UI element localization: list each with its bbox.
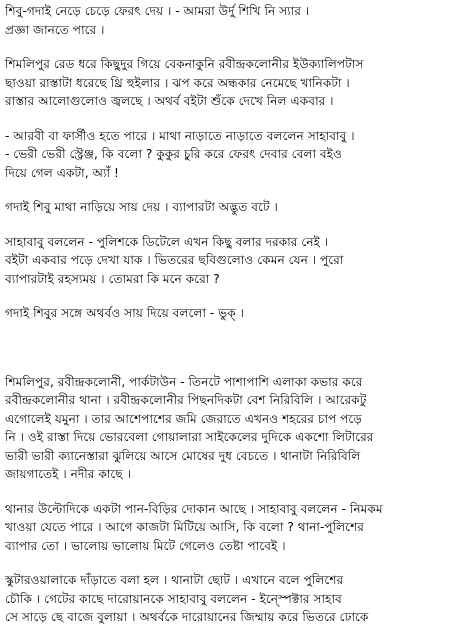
paragraph-gap [5, 555, 451, 571]
paragraph-8 [5, 500, 451, 556]
text-line: ছাওয়া রাস্তাটা ধরেছে থ্রি হুইলার । ঝপ করে অন্ধকার নেমেছে খানিকটা । [5, 75, 350, 90]
paragraph-gap [5, 288, 451, 304]
text-line: - আরবী বা ফার্সীও হতে পারে । মাথা নাড়াতে নাড়াতে বললেন সাহাবাবু । [5, 128, 355, 143]
section-break [5, 323, 451, 373]
paragraph-gap [5, 182, 451, 198]
text-line: শিমলিপুর, রবীন্দ্রকলোনী, পার্কটাউন - তিনটে পাশাপাশি এলাকা কভার করে [5, 374, 363, 389]
text-line: - ভেরী ভেরী স্ট্রেঞ্জ, কি বলো ? কুকুর চুরি করে ফেরৎ দেবার বেলা বইও [5, 147, 342, 161]
text-line: গদাই শিবুর সঙ্গে অথর্বও সায় দিয়ে বললো - ভুক্ । [5, 306, 245, 320]
text-line: সে সাড়ে ছে বাজে বুলায়া । অথর্বকে দারোয়ানের জিম্মায় করে ভিতরে ঢোকে [5, 610, 369, 624]
text-line: স্কুটারওয়ালাকে দাঁড়াতে বলা হল । থানাটা ছোট । এখানে বলে পুলিশের [5, 573, 344, 587]
text-line: বইটা একবার পড়ে দেখা যাক । ভিতরের ছবিগুলোও কেমন যেন । পুরো [5, 253, 344, 267]
paragraph-1 [5, 2, 451, 39]
text-line: চৌকি । গেটের কাছে দারোয়ানকে সাহাবাবু বললেন - ইন্স্পেক্টার সাহাব [5, 591, 342, 606]
paragraph-3 [5, 127, 451, 183]
paragraph-5 [5, 233, 451, 289]
text-line: দিয়ে গেল একটা, অ্যাঁ ! [5, 165, 119, 180]
text-line: ভারী ভারী ক্যানেস্তারা ঝুলিয়ে আসে মোষের দুধ বেচতে । থানাটা নিরিবিলি [5, 448, 361, 463]
text-line: সাহাবাবু বললেন - পুলিশকে ডিটেলে এখন কিছু বলার দরকার নেই । [5, 234, 329, 249]
text-line: শিমলিপুর রেড ধরে কিছুদুর গিয়ে বেকনাকুনি রবীন্দ্রকলোনীর ইউক্যালিপটাস [5, 57, 364, 71]
text-line: প্রজ্ঞা জানতে পারে । [5, 22, 105, 37]
paragraph-gap [5, 217, 451, 233]
text-line: জায়গাতেই । নদীর কাছে । [5, 467, 131, 481]
text-line: রাস্তার আলোগুলোও জ্বলছে । অথর্ব বইটা শুঁকে দেখে নিল একবার । [5, 94, 334, 108]
text-line: এগোলেই যমুনা । তার আশেপাশের জমি জেরাতে এখনও শহরের চাপ পড়ে [5, 411, 363, 426]
paragraph-gap [5, 111, 451, 127]
paragraph-6 [5, 304, 451, 323]
text-line: গদাই শিবু মাথা নাড়িয়ে সায় দেয় । ব্যাপারটা অদ্ভুত বটে । [5, 200, 278, 214]
text-line: শিবু-গদাই নেড়ে চেড়ে ফেরৎ দেয় । - আমরা উর্দু শিখি নি স্যার । [5, 4, 310, 18]
paragraph-4 [5, 198, 451, 217]
text-line: খাওয়া যেতে পারে । আগে কাজটা মিটিয়ে আসি, কি বলো ? থানা-পুলিশের [5, 520, 364, 534]
paragraph-2 [5, 55, 451, 111]
text-line: নি । ওই রাস্তা দিয়ে ভোরবেলা গোয়ালারা সাইকেলের দুদিকে একশো লিটারের [5, 430, 374, 444]
paragraph-gap [5, 39, 451, 55]
text-line: ব্যাপারটাই রহস্যময় । তোমরা কি মনে করো ? [5, 271, 220, 286]
paragraph-7 [5, 373, 451, 484]
text-line: ব্যাপার তো । ভালোয় ভালোয় মিটে গেলেও তেষ্টা পাবেই । [5, 538, 286, 553]
text-line: থানার উল্টোদিকে একটা পান-বিড়ির দোকান আছে । সাহাবাবু বললেন - নিমকম [5, 501, 383, 516]
paragraph-9 [5, 571, 451, 627]
paragraph-gap [5, 484, 451, 500]
text-line: রবীন্দ্রকলোনীর থানা । রবীন্দ্রকলোনীর পিছনদিকটা বেশ নিরিবিলি । আরেকটু [5, 393, 367, 407]
